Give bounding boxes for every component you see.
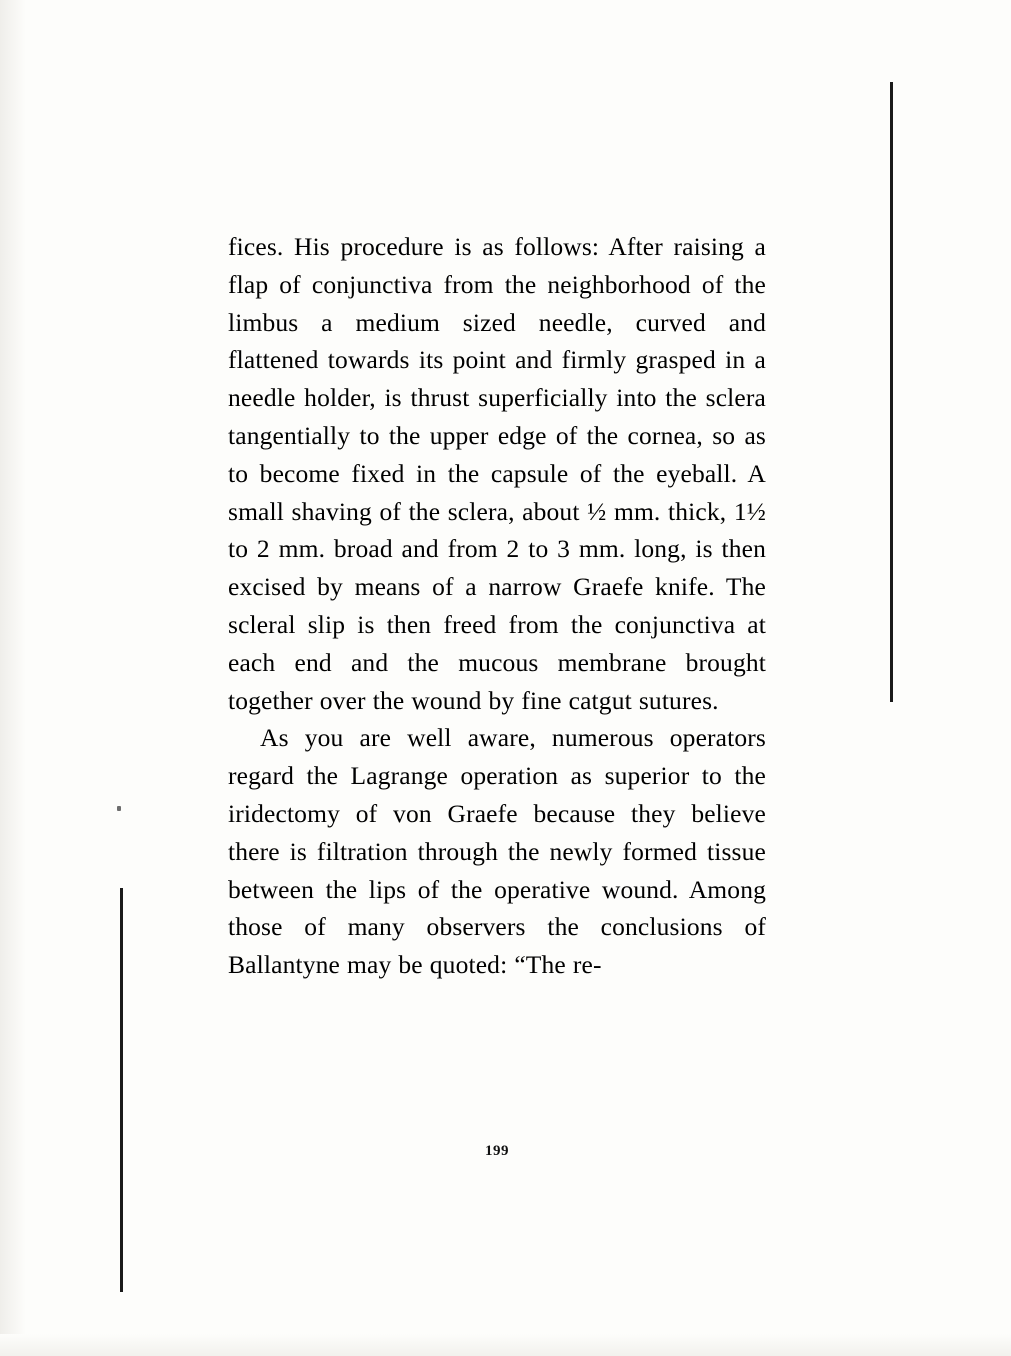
scan-artifact-speck xyxy=(117,806,121,811)
paragraph-2: As you are well aware, numerous operators regard the Lagrange operation as superior to the iridectomy of von Graefe because they believe there is filtration through the newly formed tissue between the lips of the operative wound. Among those of many observers the conclusions of Ballantyne may be quoted: “The re- xyxy=(228,723,766,980)
body-text-column xyxy=(228,228,766,984)
binding-rule-left xyxy=(120,888,123,1292)
binding-rule-right xyxy=(890,82,893,702)
paragraph-1: fices. His procedure is as follows: After raising a flap of conjunctiva from the neighborhood of the limbus a medium sized needle, curved and flattened towards its point and firmly grasped in a needle holder, is thrust superficially into the sclera tangentially to the upper edge of the cornea, so as to become fixed in the capsule of the eyeball. A small shaving of the sclera, about ½ mm. thick, 1½ to 2 mm. broad and from 2 to 3 mm. long, is then excised by means of a narrow Graefe knife. The scleral slip is then freed from the conjunctiva at each end and the mucous membrane brought together over the wound by fine catgut sutures. xyxy=(228,232,766,715)
page-number: 199 xyxy=(485,1143,509,1159)
page-edge-shadow-bottom xyxy=(0,1334,1011,1356)
page-edge-shadow-left xyxy=(0,0,26,1356)
